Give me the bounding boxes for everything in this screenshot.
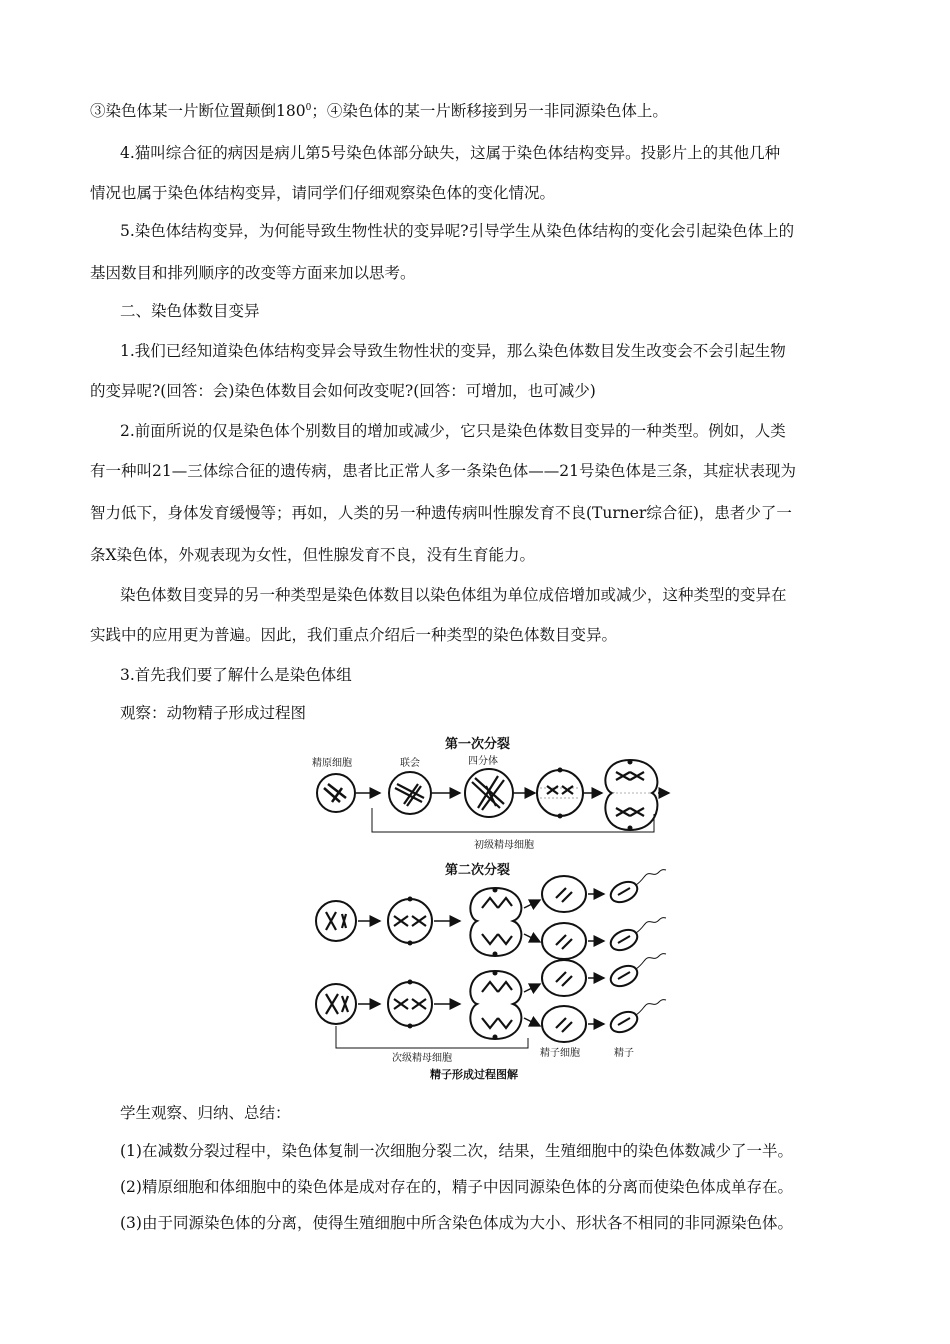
text-line-5: 基因数目和排列顺序的改变等方面来加以思考。 [90,264,416,282]
cell-spermatogonium [317,774,355,812]
text-line-4: 5.染色体结构变异，为何能导致生物性状的变异呢?引导学生从染色体结构的变化会引起染色体上的 [120,222,795,240]
sperm-2 [608,918,666,954]
cell-synapsis [389,772,431,814]
text-line-16: 观察：动物精子形成过程图 [120,704,307,722]
secondary-spermatocyte-label: 次级精母细胞 [392,1053,452,1064]
sperm-1 [608,870,666,906]
spermatogenesis-diagram [300,728,672,1088]
text-line-10: 有一种叫21—三体综合征的遗传病，患者比正常人多一条染色体——21号染色体是三条，其症状表现为 [90,462,796,480]
cell-secondary-a [316,901,356,941]
synapsis-label: 联会 [400,758,420,769]
tetrad-label: 四分体 [468,756,498,767]
cell-spermatid-2 [542,923,586,959]
summary-point-2: (2)精原细胞和体细胞中的染色体是成对存在的，精子中因同源染色体的分离而使染色体成单存在。 [120,1178,793,1196]
text-line-9: 2.前面所说的仅是染色体个别数目的增加或减少，它只是染色体数目变异的一种类型。例如，人类 [120,422,786,440]
cell-spermatid-4 [542,1006,586,1042]
text-line-1: ③染色体某一片断位置颠倒$180^0$；④染色体的某一片断移接到另一非同源染色体上。 [90,102,668,120]
text-line-8: 的变异呢?(回答：会)染色体数目会如何改变呢?(回答：可增加，也可减少) [90,382,596,400]
text-line-13: 染色体数目变异的另一种类型是染色体数目以染色体组为单位成倍增加或减少，这种类型的变异在 [120,586,787,604]
sperm-label: 精子 [614,1048,634,1059]
primary-spermatocyte-label: 初级精母细胞 [474,840,534,851]
cell-metaphase-2a [388,897,432,946]
summary-intro: 学生观察、归纳、总结： [120,1104,291,1122]
second-division-title: 第二次分裂 [445,863,511,878]
summary-point-3: (3)由于同源染色体的分离，使得生殖细胞中所含染色体成为大小、形状各不相同的非同源染色体。 [120,1214,793,1232]
cell-spermatid-3 [542,960,586,996]
text-line-12: 条X染色体，外观表现为女性，但性腺发育不良，没有生育能力。 [90,546,536,564]
text-line-11: 智力低下，身体发育缓慢等；再如，人类的另一种遗传病叫性腺发育不良(Turner综合征)，患者少了一 [90,504,792,522]
text-line-3: 情况也属于染色体结构变异，请同学们仔细观察染色体的变化情况。 [90,184,556,202]
text-line-15: 3.首先我们要了解什么是染色体组 [120,666,352,684]
cell-tetrad [465,769,513,817]
cell-anaphase-2b [470,971,521,1040]
cell-anaphase-1 [605,760,657,831]
first-division-title: 第一次分裂 [445,737,511,752]
text-line-2: 4.猫叫综合征的病因是病儿第5号染色体部分缺失，这属于染色体结构变异。投影片上的其他几种 [120,144,781,162]
sperm-3 [608,954,666,990]
summary-point-1: (1)在减数分裂过程中，染色体复制一次细胞分裂二次，结果，生殖细胞中的染色体数减少了一半。 [120,1142,793,1160]
cell-anaphase-2a [470,888,521,957]
text-line-14: 实践中的应用更为普遍。因此，我们重点介绍后一种类型的染色体数目变异。 [90,626,618,644]
degree-mark: 0 [305,103,312,113]
figure-caption: 精子形成过程图解 [430,1068,518,1081]
cell-metaphase-1 [537,768,583,819]
text-line-7: 1.我们已经知道染色体结构变异会导致生物性状的变异，那么染色体数目发生改变会不会引起生物 [120,342,786,360]
sperm-4 [608,1000,666,1036]
spermatogonium-label: 精原细胞 [312,758,352,769]
section-heading: 二、染色体数目变异 [120,302,260,320]
cell-metaphase-2b [388,980,432,1029]
cell-secondary-b [316,984,356,1024]
spermatid-label: 精子细胞 [540,1048,580,1059]
cell-spermatid-1 [542,876,586,912]
